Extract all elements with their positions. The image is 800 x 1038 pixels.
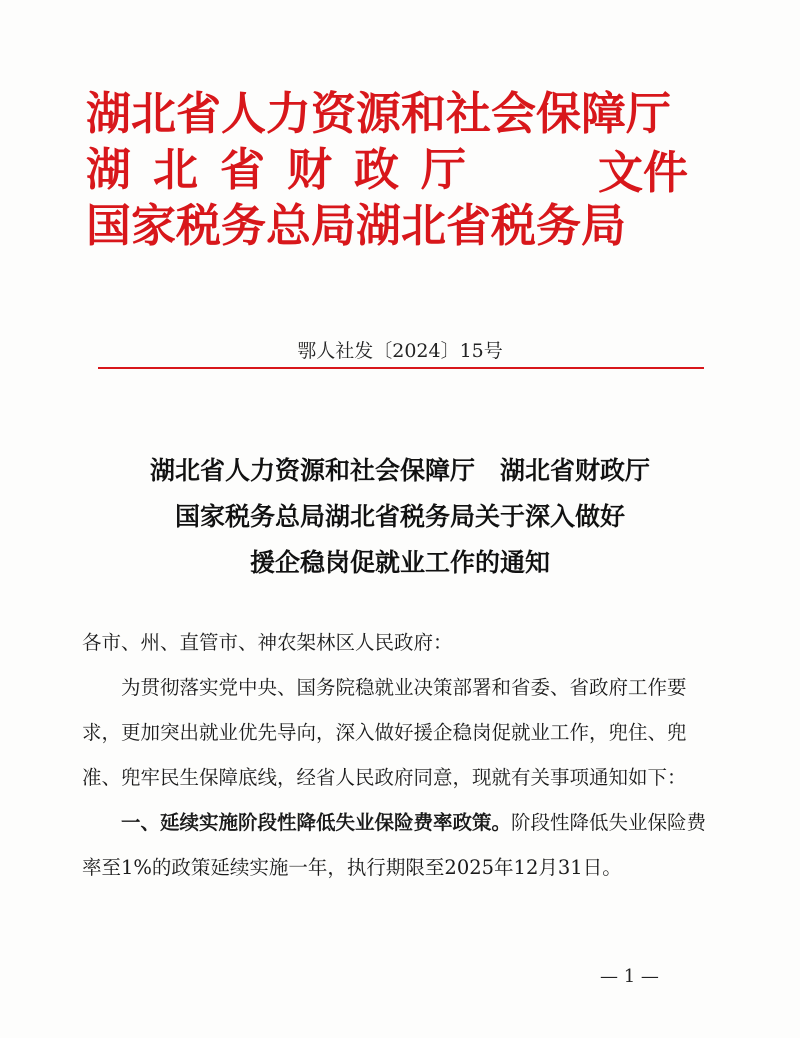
page-number: — 1 — <box>600 966 659 987</box>
intro-paragraph: 为贯彻落实党中央、国务院稳就业决策部署和省委、省政府工作要求，更加突出就业优先导向，深入做好援企稳岗促就业工作，兜住、兜准、兜牢民生保障底线，经省人民政府同意，现就有关事项通知如下： <box>82 676 687 789</box>
title-line-3: 援企稳岗促就业工作的通知 <box>249 548 550 577</box>
title-line-1: 湖北省人力资源和社会保障厅 湖北省财政厅 <box>149 456 650 485</box>
issuer-hrss: 湖北省人力资源和社会保障厅 <box>86 87 672 140</box>
title-line-2: 国家税务总局湖北省税务局关于深入做好 <box>174 502 625 531</box>
section-1-paragraph <box>82 800 718 890</box>
document-number: 鄂人社发〔2024〕15号 <box>297 340 503 362</box>
issuer-finance: 湖北省财政厅 <box>86 143 489 196</box>
document-title <box>60 448 740 586</box>
document-body <box>82 620 718 890</box>
section-1-text: 阶段性降低失业保险费率至1%的政策延续实施一年，执行期限至2025年12月31日。 <box>82 811 707 879</box>
issuer-tax: 国家税务总局湖北省税务局 <box>86 199 627 252</box>
salutation: 各市、州、直管市、神农架林区人民政府： <box>82 631 453 654</box>
file-suffix: 文件 <box>598 146 689 199</box>
section-1-heading: 一、延续实施阶段性降低失业保险费率政策。 <box>121 811 512 834</box>
red-divider <box>98 367 704 369</box>
